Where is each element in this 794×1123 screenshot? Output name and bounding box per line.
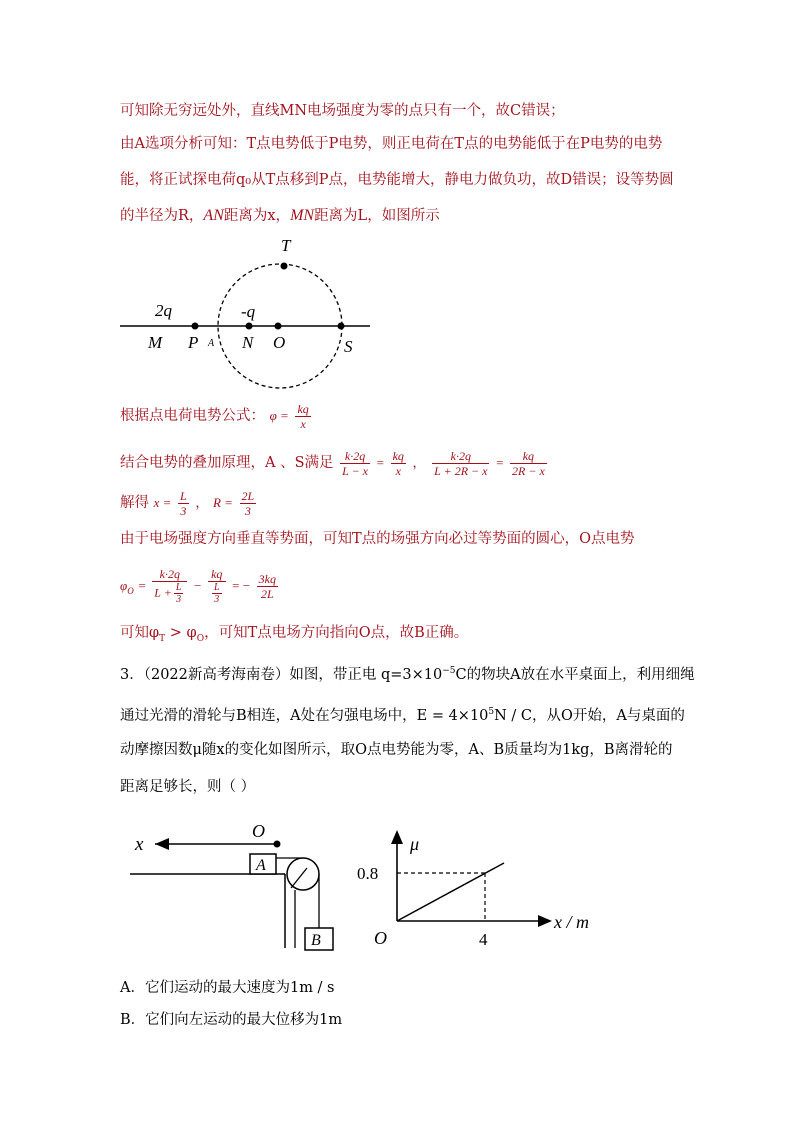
minus: − (194, 578, 202, 593)
point-N (246, 323, 253, 330)
mu-line (397, 863, 504, 921)
text-line-1: 可知除无穷远处外，直线MN电场强度为零的点只有一个，故C错误； (120, 103, 565, 119)
text-seg: 根据点电荷电势公式： (120, 408, 265, 424)
den: x (300, 416, 306, 431)
tick-0.8: 0.8 (357, 864, 379, 883)
den: 2L (260, 586, 274, 601)
num: kq (392, 448, 404, 463)
den: x (395, 463, 401, 478)
num: L (213, 582, 220, 593)
text-line-3: 能，将正试探电荷q₀从T点移到P点，电势能增大，静电力做负功，故D错误；设等势圆 (120, 172, 674, 188)
text-line-4 (120, 206, 440, 226)
eq: = (376, 455, 384, 470)
point-O (274, 841, 281, 848)
frac-4 (510, 449, 547, 478)
label-B: B (311, 932, 321, 949)
phi-O: φ (120, 578, 128, 593)
point-P (192, 323, 199, 330)
num: k·2q (340, 449, 370, 464)
den: 2R − x (512, 463, 545, 478)
x-axis-label: x / m (554, 912, 589, 932)
text-seg: 解得 (120, 495, 149, 511)
eq: = (138, 578, 146, 593)
label-A: A (208, 338, 215, 349)
frac-inner (212, 582, 222, 605)
text-seg: ，可知T点电场方向指向O点，故B正确。 (204, 625, 469, 641)
x-axis-arrow (538, 915, 552, 927)
frac-phiO-3 (257, 572, 278, 601)
label-origin: O (374, 928, 387, 948)
text-line-7: 解得 x = $\frac{L}{3}$ ， R = $\frac{2L}{3}$ (120, 488, 255, 518)
label-P: P (188, 333, 199, 352)
sol-R: R = (212, 495, 233, 510)
den: 3 (176, 594, 182, 605)
eq: = (496, 455, 504, 470)
frac-kq-x (295, 402, 310, 431)
exp: −5 (442, 666, 456, 676)
label-2q: 2q (155, 301, 172, 320)
question-3-line-1 (120, 661, 695, 685)
sub-O: O (196, 633, 205, 644)
sub-O: O (127, 585, 134, 596)
label-O: O (273, 333, 286, 352)
frac-3 (432, 449, 489, 478)
point-S (338, 323, 345, 330)
den (208, 582, 226, 605)
label-M: M (148, 333, 163, 352)
text-line-5 (120, 401, 313, 431)
text-seg: N / C，从O开始，A与桌面的 (494, 707, 685, 724)
den: L + 2R − x (434, 463, 488, 478)
num: k·2q (432, 449, 489, 464)
frac-2 (391, 449, 406, 478)
y-axis-arrow (391, 830, 403, 844)
num: kq (297, 401, 309, 416)
equipotential-circle-diagram (115, 232, 375, 392)
label-S: S (344, 337, 353, 356)
question-3-line-4: 距离足够长，则（ ） (120, 779, 256, 795)
text-seg: 3．（2022新高考海南卷）如图，带正电 q=3×10 (120, 666, 443, 683)
question-3-line-2 (120, 702, 685, 726)
den (152, 582, 187, 605)
text-seg: 结合电势的叠加原理，A 、S满足 (120, 455, 334, 471)
frac-phiO-1 (152, 567, 187, 605)
text-seg-AN: AN (203, 207, 224, 224)
formula-phi: φ = (269, 408, 289, 423)
den: L − x (342, 463, 369, 478)
text-seg: > φ (165, 625, 197, 641)
label-A: A (256, 857, 266, 874)
num: 2L (241, 488, 255, 503)
frac-2L3 (240, 489, 257, 518)
sub-T: T (159, 633, 166, 644)
text-line-6: 结合电势的叠加原理，A 、S满足 $\frac{k\cdot 2q}{L - x}$ = $\frac{kq}{x}$ ， $\frac{k\cdot 2q}{L + 2R - x}$ = $\frac{kq}{2R - x}$ (120, 448, 545, 478)
frac-inner (174, 582, 184, 605)
eq: = − (232, 578, 251, 593)
text-line-2: 由A选项分析可知：T点电势低于P电势，则正电荷在T点的电势能低于在P电势的电势 (120, 136, 663, 152)
x-arrow-head (155, 838, 169, 850)
text-line-9 (120, 561, 280, 616)
text-seg: C的物块A放在水平桌面上，利用细绳 (455, 666, 695, 683)
text-line-10 (120, 623, 468, 649)
text-seg: 距离为x， (223, 208, 291, 224)
question-3-line-3: 动摩擦因数μ随x的变化如图所示，取O点电势能为零，A、B质量均为1kg，B离滑轮的 (120, 742, 673, 758)
mu-vs-x-graph (352, 826, 622, 956)
label-O: O (252, 821, 265, 841)
frac-1 (340, 449, 370, 478)
text-line-8: 由于电场强度方向垂直等势面，可知T点的场强方向必过等势面的圆心，O点电势 (120, 531, 635, 547)
frac-phiO-2 (208, 567, 226, 605)
frac-L3 (178, 489, 189, 518)
label-mu: μ (410, 834, 420, 854)
sol-x: x = (153, 495, 172, 510)
exp: 5 (488, 707, 495, 717)
label-T: T (281, 236, 291, 255)
label-minus-q: -q (241, 302, 256, 321)
den-a: L + (154, 585, 172, 600)
den: 3 (180, 503, 187, 518)
num: L (175, 582, 182, 593)
den: 3 (244, 503, 251, 518)
text-seg: 距离为L，如图所示 (314, 208, 440, 224)
num: k·2q (152, 567, 187, 582)
den: 3 (214, 594, 220, 605)
point-O (275, 323, 282, 330)
label-x: x (135, 834, 144, 855)
text-seg: 通过光滑的滑轮与B相连，A处在匀强电场中，E = 4×10 (120, 707, 489, 724)
text-seg-MN: MN (290, 207, 315, 224)
block-pulley-diagram (125, 818, 345, 958)
text-seg: 的半径为R， (120, 208, 204, 224)
point-T (281, 263, 288, 270)
num: L (180, 488, 187, 503)
num: kq (208, 567, 226, 582)
option-A[interactable]: A．它们运动的最大速度为1m / s (120, 980, 335, 996)
num: 3kq (258, 571, 276, 586)
text-seg: 可知φ (120, 625, 160, 641)
label-N: N (242, 333, 254, 352)
num: kq (510, 449, 547, 464)
option-B[interactable]: B．它们向左运动的最大位移为1m (120, 1012, 343, 1028)
tick-4: 4 (479, 930, 488, 949)
